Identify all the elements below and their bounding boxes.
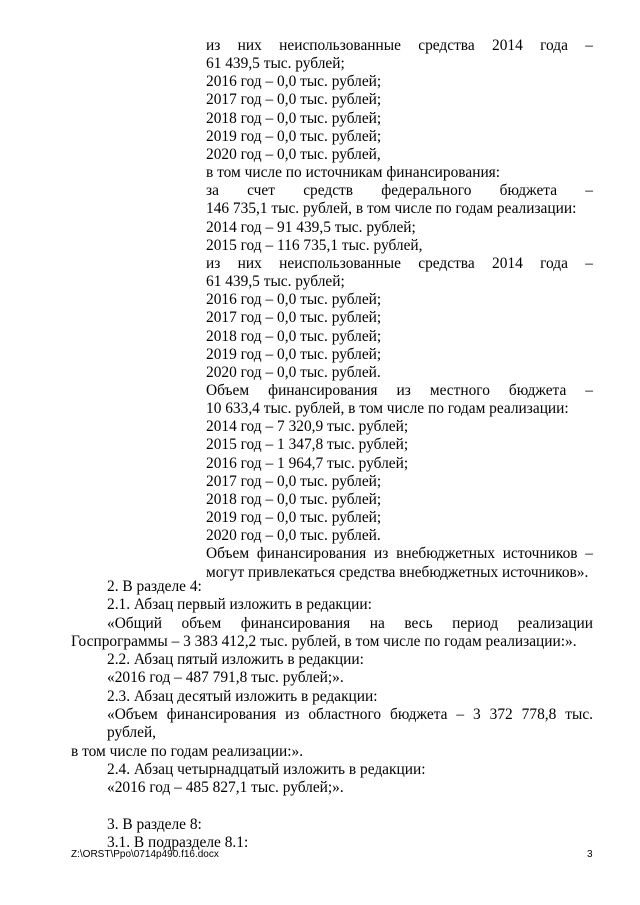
text-line: 2018 год – 0,0 тыс. рублей; <box>206 490 382 508</box>
text-line: 2016 год – 0,0 тыс. рублей; <box>206 73 382 91</box>
text-line: могут привлекаться средства внебюджетных источников». <box>206 563 589 581</box>
footer-file-path: Z:\ORST\Ppo\0714p490.f16.docx <box>71 849 219 860</box>
text-line: 2016 год – 0,0 тыс. рублей; <box>206 291 382 309</box>
item-2-3-text-cont: в том числе по годам реализации:». <box>71 742 304 760</box>
text-line: 2016 год – 1 964,7 тыс. рублей; <box>206 454 409 472</box>
text-line: 2017 год – 0,0 тыс. рублей; <box>206 91 382 109</box>
text-line: 2020 год – 0,0 тыс. рублей. <box>206 363 381 381</box>
text-line: Объем финансирования из внебюджетных источников – <box>206 545 593 563</box>
item-2-1-label: 2.1. Абзац первый изложить в редакции: <box>107 596 372 614</box>
item-3-1-label: 3.1. В подразделе 8.1: <box>107 834 249 852</box>
text-line: 2018 год – 0,0 тыс. рублей; <box>206 109 382 127</box>
text-line: 146 735,1 тыс. рублей, в том числе по годам реализации: <box>206 200 577 218</box>
text-line: 2014 год – 91 439,5 тыс. рублей; <box>206 218 416 236</box>
funding-details-block <box>206 37 593 582</box>
text-line: 2015 год – 116 735,1 тыс. рублей, <box>206 236 423 254</box>
item-2-3-label: 2.3. Абзац десятый изложить в редакции: <box>107 687 378 705</box>
text-line: 2019 год – 0,0 тыс. рублей; <box>206 509 382 527</box>
section-4-heading: 2. В разделе 4: <box>107 578 202 595</box>
text-line: 10 633,4 тыс. рублей, в том числе по годам реализации: <box>206 400 569 418</box>
text-line: 2019 год – 0,0 тыс. рублей; <box>206 127 382 145</box>
text-line: из них неиспользованные средства 2014 года – <box>206 254 593 272</box>
text-line: 2020 год – 0,0 тыс. рублей, <box>206 145 381 163</box>
text-line: за счет средств федерального бюджета – <box>206 182 593 200</box>
page-number: 3 <box>587 849 593 860</box>
text-line: 2015 год – 1 347,8 тыс. рублей; <box>206 436 409 454</box>
section-8-heading: 3. В разделе 8: <box>107 815 202 833</box>
blank-line <box>71 798 593 816</box>
text-line: 2020 год – 0,0 тыс. рублей. <box>206 527 381 545</box>
item-2-2-text: «2016 год – 487 791,8 тыс. рублей;». <box>107 669 344 687</box>
text-line: 2019 год – 0,0 тыс. рублей; <box>206 345 382 363</box>
item-2-1-text: «Общий объем финансирования на весь период реализации <box>107 614 593 632</box>
text-line: Объем финансирования из местного бюджета – <box>206 381 593 399</box>
amendments-block <box>71 578 593 852</box>
text-line: 61 439,5 тыс. рублей; <box>206 273 345 291</box>
text-line: 2014 год – 7 320,9 тыс. рублей; <box>206 418 409 436</box>
text-line: 2017 год – 0,0 тыс. рублей; <box>206 472 382 490</box>
text-line: 2017 год – 0,0 тыс. рублей; <box>206 309 382 327</box>
item-2-4-text: «2016 год – 485 827,1 тыс. рублей;». <box>107 779 344 797</box>
text-line: 61 439,5 тыс. рублей; <box>206 55 345 73</box>
item-2-1-text-cont: Госпрограммы – 3 383 412,2 тыс. рублей, в том числе по годам реализации:». <box>71 632 577 650</box>
text-line: 2018 год – 0,0 тыс. рублей; <box>206 327 382 345</box>
text-line: из них неиспользованные средства 2014 года – <box>206 37 593 54</box>
text-line: в том числе по источникам финансирования: <box>206 164 501 182</box>
item-2-3-text: «Объем финансирования из областного бюджета – 3 372 778,8 тыс. рублей, <box>107 706 593 742</box>
item-2-2-label: 2.2. Абзац пятый изложить в редакции: <box>107 651 364 669</box>
item-2-4-label: 2.4. Абзац четырнадцатый изложить в редакции: <box>107 760 426 778</box>
